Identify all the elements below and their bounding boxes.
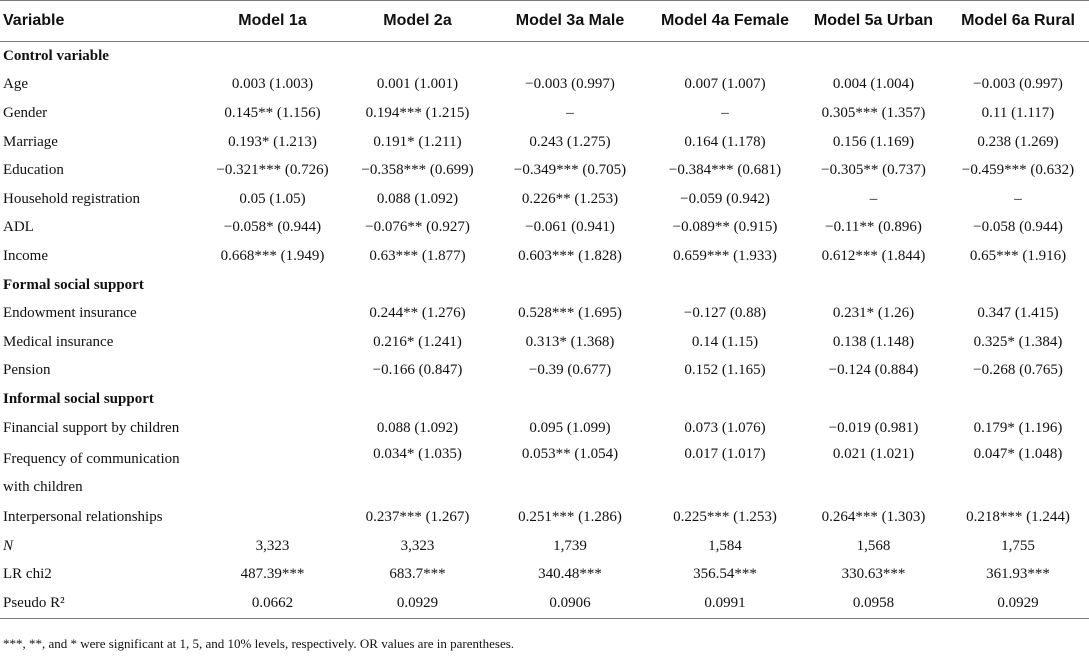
table-cell: 0.095 (1.099) — [529, 419, 611, 436]
table-cell: 0.528*** (1.695) — [518, 305, 622, 322]
table-row — [0, 414, 1089, 443]
table-cell: 0.14 (1.15) — [691, 333, 759, 350]
row-label: Gender — [3, 104, 48, 121]
row-label: Education — [3, 162, 64, 179]
table-cell: 0.001 (1.001) — [376, 76, 459, 93]
table-cell: 0.63*** (1.877) — [369, 247, 466, 264]
table-cell: 0.164 (1.178) — [684, 133, 766, 150]
table-cell: 3,323 — [255, 537, 290, 554]
table-cell: −0.384*** (0.681) — [668, 162, 782, 179]
table-cell: −0.058 (0.944) — [973, 219, 1063, 236]
table-cell: 0.138 (1.148) — [832, 333, 915, 350]
table-cell: −0.076** (0.927) — [365, 219, 470, 236]
table-row — [0, 357, 1089, 386]
table-cell: 0.088 (1.092) — [376, 190, 459, 207]
table-cell: 1,584 — [708, 537, 742, 554]
table-cell: 356.54*** — [693, 566, 757, 583]
table-cell: 1,568 — [856, 537, 891, 554]
table-cell: 0.603*** (1.828) — [518, 247, 622, 264]
table-cell: 0.11 (1.117) — [981, 104, 1055, 121]
table-cell: 0.226** (1.253) — [521, 190, 619, 207]
row-label: Financial support by children — [3, 419, 180, 436]
column-header: Model 1a — [200, 1, 345, 42]
section-header-row — [0, 385, 1089, 414]
table-cell: – — [566, 104, 574, 121]
table-cell: 0.053** (1.054) — [521, 446, 619, 463]
table-cell: 0.225*** (1.253) — [673, 509, 777, 526]
table-row — [0, 328, 1089, 357]
table-cell: 0.218*** (1.244) — [966, 509, 1070, 526]
table-row — [0, 503, 1089, 532]
table-cell: −0.127 (0.88) — [683, 305, 767, 322]
table-row — [0, 214, 1089, 243]
table-row — [0, 128, 1089, 157]
row-label: Household registration — [3, 190, 141, 207]
table-cell — [200, 299, 345, 328]
table-cell: −0.321*** (0.726) — [216, 162, 329, 179]
table-cell: 0.612*** (1.844) — [821, 247, 926, 264]
table-cell — [200, 328, 345, 357]
stat-label-n: N — [3, 537, 14, 554]
row-label: Endowment insurance — [3, 305, 137, 322]
row-label: Age — [3, 76, 28, 93]
table-footnote: ***, **, and * were significant at 1, 5, and 10% levels, respectively. OR values are in parentheses. — [3, 636, 515, 651]
table-cell: −0.058* (0.944) — [223, 219, 322, 236]
stats-row — [0, 532, 1089, 561]
section-title: Control variable — [3, 47, 109, 64]
table-cell: 0.088 (1.092) — [376, 419, 459, 436]
table-row — [0, 442, 1089, 503]
table-cell: 0.305*** (1.357) — [821, 104, 926, 121]
table-cell: 0.65*** (1.916) — [969, 247, 1067, 264]
column-header: Variable — [0, 1, 200, 42]
table-cell: 0.194*** (1.215) — [365, 104, 470, 121]
table-cell: 0.264*** (1.303) — [821, 509, 926, 526]
table-row — [0, 242, 1089, 271]
table-cell: 0.0662 — [200, 589, 345, 618]
column-header: Model 3a Male — [490, 1, 650, 42]
table-row — [0, 71, 1089, 100]
table-cell: – — [869, 190, 878, 207]
table-cell: 0.152 (1.165) — [684, 362, 766, 379]
table-cell: 1,755 — [1001, 537, 1035, 554]
row-label: Income — [3, 247, 48, 264]
table-cell: 0.145** (1.156) — [224, 104, 321, 121]
table-cell: 0.073 (1.076) — [684, 419, 766, 436]
row-label: Pension — [3, 362, 51, 379]
column-header: Model 2a — [345, 1, 490, 42]
column-header: Model 6a Rural — [947, 1, 1089, 42]
table-cell — [200, 357, 345, 386]
table-cell: −0.124 (0.884) — [828, 362, 919, 379]
table-cell — [200, 442, 345, 503]
table-cell: −0.003 (0.997) — [525, 76, 615, 93]
table-cell: 330.63*** — [841, 566, 906, 583]
table-cell: −0.305** (0.737) — [821, 162, 926, 179]
row-label: Marriage — [3, 133, 58, 150]
table-cell: −0.11** (0.896) — [825, 219, 922, 236]
row-label: ADL — [3, 219, 34, 236]
row-label: Interpersonal relationships — [3, 509, 163, 526]
section-title: Formal social support — [3, 276, 144, 293]
stats-row — [0, 589, 1089, 618]
table-cell: 0.325* (1.384) — [973, 333, 1063, 350]
stats-row — [0, 561, 1089, 590]
table-cell: 0.244** (1.276) — [369, 305, 466, 322]
table-cell: −0.003 (0.997) — [973, 76, 1063, 93]
table-row — [0, 99, 1089, 128]
table-cell: 0.179* (1.196) — [973, 419, 1063, 436]
table-cell: – — [1014, 190, 1022, 207]
table-cell: 0.347 (1.415) — [977, 305, 1059, 322]
table-cell: 0.05 (1.05) — [239, 190, 306, 207]
table-cell: 0.237*** (1.267) — [365, 509, 470, 526]
table-row — [0, 185, 1089, 214]
table-cell: 0.0929 — [345, 589, 490, 618]
table-cell: −0.39 (0.677) — [528, 362, 612, 379]
table-cell: 0.243 (1.275) — [529, 133, 611, 150]
table-cell: 0.047* (1.048) — [973, 446, 1063, 463]
row-label: Pseudo R² — [0, 589, 200, 618]
row-label — [0, 532, 200, 561]
table-cell: −0.166 (0.847) — [372, 362, 463, 379]
table-row — [0, 156, 1089, 185]
table-cell: 0.0991 — [650, 589, 800, 618]
table-cell: 3,323 — [400, 537, 435, 554]
table-cell: 0.216* (1.241) — [373, 333, 462, 350]
table-cell: 0.668*** (1.949) — [220, 247, 325, 264]
table-cell: 340.48*** — [538, 566, 602, 583]
section-header-row — [0, 271, 1089, 300]
table-cell: 0.007 (1.007) — [684, 76, 766, 93]
table-cell: 0.191* (1.211) — [373, 133, 462, 150]
row-label: Frequency of communication with children — [3, 450, 180, 495]
table-cell: −0.358*** (0.699) — [361, 162, 474, 179]
table-cell: −0.089** (0.915) — [672, 219, 778, 236]
section-header-row — [0, 42, 1089, 71]
table-cell: 0.0958 — [800, 589, 947, 618]
table-cell: 0.034* (1.035) — [373, 446, 462, 463]
table-cell: 1,739 — [553, 537, 587, 554]
table-cell: 0.659*** (1.933) — [673, 247, 777, 264]
table-cell: 0.003 (1.003) — [231, 76, 314, 93]
column-header: Model 5a Urban — [800, 1, 947, 42]
regression-results-table — [0, 1, 1089, 619]
table-cell: 683.7*** — [389, 566, 446, 583]
column-header: Model 4a Female — [650, 1, 800, 42]
table-cell: 0.238 (1.269) — [977, 133, 1059, 150]
table-cell: −0.268 (0.765) — [973, 362, 1063, 379]
row-label: LR chi2 — [3, 566, 52, 583]
table-cell: 0.021 (1.021) — [832, 446, 915, 463]
table-cell: 361.93*** — [986, 566, 1050, 583]
table-cell — [200, 503, 345, 532]
table-cell: – — [721, 104, 729, 121]
table-cell: 0.313* (1.368) — [525, 333, 615, 350]
table-cell: −0.459*** (0.632) — [961, 162, 1075, 179]
table-row — [0, 299, 1089, 328]
table-cell: 0.004 (1.004) — [832, 76, 915, 93]
table-header-row — [0, 1, 1089, 42]
table-cell: 0.251*** (1.286) — [518, 509, 622, 526]
table-cell — [200, 414, 345, 443]
table-cell: 0.193* (1.213) — [228, 133, 317, 150]
table-cell: 0.231* (1.26) — [832, 305, 915, 322]
table-cell: −0.019 (0.981) — [828, 419, 919, 436]
table-cell: 0.017 (1.017) — [684, 446, 766, 463]
table-cell: 0.0929 — [947, 589, 1089, 618]
table-cell: 0.0906 — [490, 589, 650, 618]
table-cell: −0.061 (0.941) — [525, 219, 615, 236]
table-cell: −0.349*** (0.705) — [513, 162, 627, 179]
table-cell: 487.39*** — [240, 566, 305, 583]
table-cell: −0.059 (0.942) — [680, 190, 770, 207]
row-label: Medical insurance — [3, 333, 114, 350]
table-cell: 0.156 (1.169) — [832, 133, 915, 150]
section-title: Informal social support — [3, 390, 154, 407]
